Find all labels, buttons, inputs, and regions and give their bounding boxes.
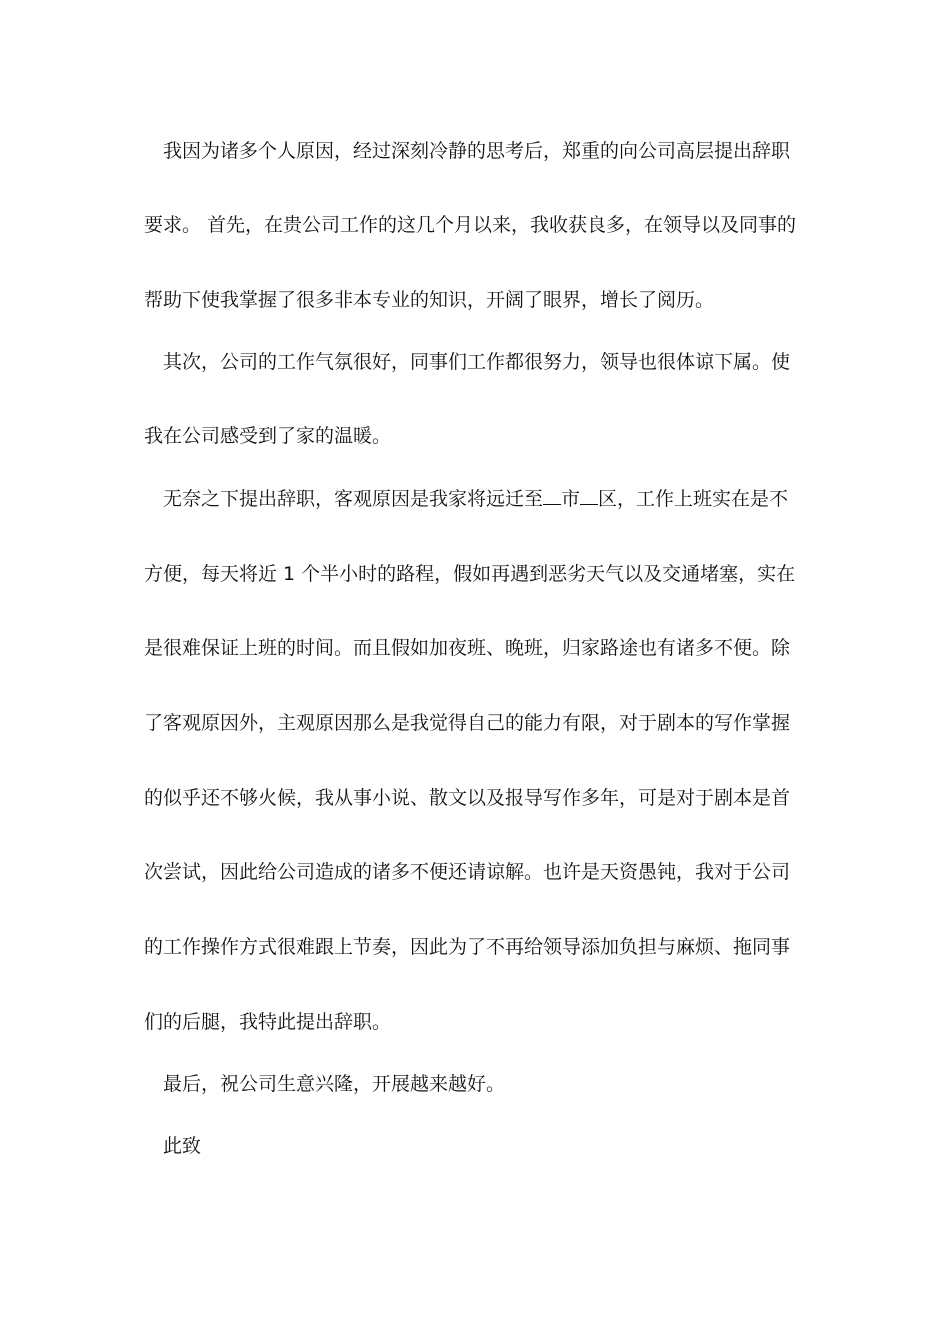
paragraph-1-line-2: 要求。 首先，在贵公司工作的这几个月以来，我收获良多，在领导以及同事的 <box>144 214 797 236</box>
paragraph-3-line-1-text-b: 市 <box>561 488 581 510</box>
paragraph-3-line-8: 们的后腿，我特此提出辞职。 <box>144 1011 392 1033</box>
paragraph-3-line-5: 的似乎还不够火候，我从事小说、散文以及报导写作多年，可是对于剧本是首 <box>144 787 791 809</box>
paragraph-3-line-7: 的工作操作方式很难跟上节奏，因此为了不再给领导添加负担与麻烦、拖同事 <box>144 936 791 958</box>
blank-district <box>580 488 598 505</box>
closing-salutation: 此致 <box>163 1135 202 1157</box>
paragraph-3-line-2: 方便，每天将近 1 个半小时的路程，假如再遇到恶劣天气以及交通堵塞，实在 <box>144 563 796 585</box>
paragraph-4-line-1: 最后，祝公司生意兴隆，开展越来越好。 <box>163 1073 506 1095</box>
paragraph-1-line-1: 我因为诸多个人原因，经过深刻冷静的思考后，郑重的向公司高层提出辞职 <box>163 140 791 162</box>
paragraph-1-line-3: 帮助下使我掌握了很多非本专业的知识，开阔了眼界，增长了阅历。 <box>144 289 715 311</box>
paragraph-3-line-1-text-c: 区，工作上班实在是不 <box>598 488 789 510</box>
blank-city <box>543 488 561 505</box>
paragraph-3-line-3: 是很难保证上班的时间。而且假如加夜班、晚班，归家路途也有诸多不便。除 <box>144 637 791 659</box>
paragraph-3-line-1 <box>163 487 788 511</box>
paragraph-2-line-1: 其次，公司的工作气氛很好，同事们工作都很努力，领导也很体谅下属。使 <box>163 351 791 373</box>
paragraph-3-line-1-text-a: 无奈之下提出辞职，客观原因是我家将远迁至 <box>163 488 544 510</box>
paragraph-3-line-6: 次尝试，因此给公司造成的诸多不便还请谅解。也许是天资愚钝，我对于公司 <box>144 861 791 883</box>
paragraph-3-line-4: 了客观原因外，主观原因那么是我觉得自己的能力有限，对于剧本的写作掌握 <box>144 712 791 734</box>
paragraph-2-line-2: 我在公司感受到了家的温暖。 <box>144 425 392 447</box>
